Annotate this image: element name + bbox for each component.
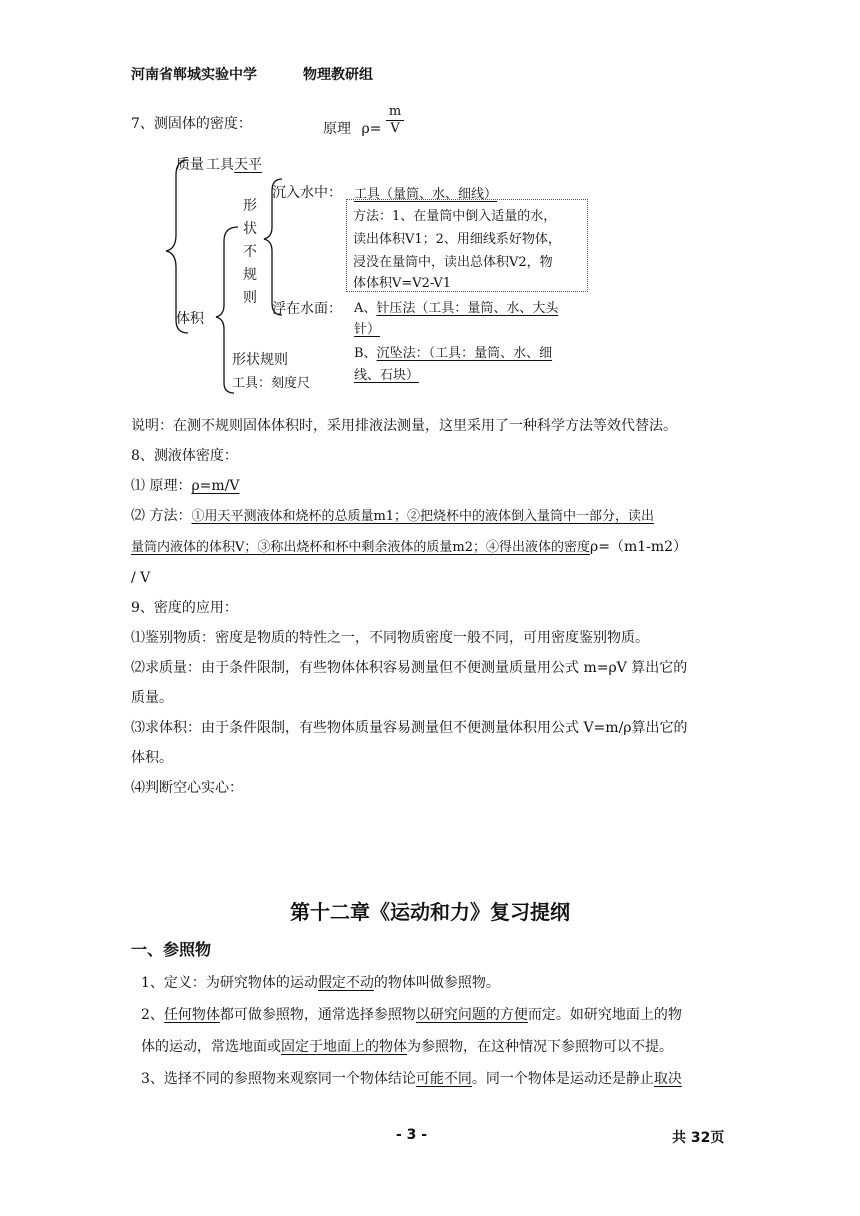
irregular-label	[243, 195, 257, 310]
section-heading: 一、参照物	[131, 940, 212, 959]
section-7-heading: 7、测固体的密度：	[131, 116, 252, 132]
chapter-title: 第十二章《运动和力》复习提纲	[290, 900, 570, 924]
float-method-b	[354, 342, 552, 361]
float-a-prefix: A、	[354, 301, 377, 316]
principle-label: 原理	[323, 121, 351, 137]
page-number: - 3 -	[396, 1127, 428, 1143]
header-school: 河南省郸城实验中学	[131, 67, 257, 83]
sink-label: 沉入水中：	[272, 185, 342, 201]
irregular-char: 形	[243, 198, 257, 214]
regular-tool: 工具：刻度尺	[232, 376, 311, 391]
frac-denominator: V	[390, 120, 400, 136]
section-9-heading: 9、密度的应用：	[131, 600, 238, 616]
s9-item: ⑶求体积：由于条件限制，有些物体质量容易测量但不便测量体积用公式 V=m/ρ算出它的	[131, 720, 688, 736]
mass-tool-label: 工具	[206, 157, 234, 173]
page-total: 共 32页	[672, 1130, 725, 1146]
s9-item: ⑷判断空心实心：	[131, 780, 243, 796]
definition-3: 3、选择不同的参照物来观察同一个物体结论可能不同。同一个物体是运动还是静止取决	[141, 1071, 682, 1087]
mass-label: 质量	[176, 157, 204, 173]
regular-label: 形状规则	[232, 352, 288, 368]
header-group: 物理教研组	[303, 67, 373, 83]
chapter-body	[131, 967, 731, 1095]
definition-1: 1、定义：为研究物体的运动假定不动的物体叫做参照物。	[141, 975, 500, 991]
irregular-char: 状	[243, 221, 257, 237]
mass-tool-name: 天平	[234, 157, 262, 173]
float-label: 浮在水面：	[272, 301, 342, 317]
irregular-char: 不	[243, 244, 257, 260]
definition-2-cont: 体的运动，常选地面或固定于地面上的物体为参照物，在这种情况下参照物可以不提。	[141, 1039, 673, 1055]
s9-item: ⑴鉴别物质：密度是物质的特性之一，不同物质密度一般不同，可用密度鉴别物质。	[131, 630, 649, 646]
method-line: 浸没在量筒中，读出总体积V2，物	[353, 255, 553, 270]
s9-item: ⑵求质量：由于条件限制，有些物体体积容易测量但不便测量质量用公式 m=ρV 算出它的	[131, 660, 688, 676]
mass-tool	[206, 154, 262, 174]
s8-method	[131, 501, 731, 532]
s8-method-line: ①用天平测液体和烧杯的总质量m1；②把烧杯中的液体倒入量筒中一部分，读出	[191, 509, 655, 524]
s8-method-cont	[131, 532, 731, 563]
s8-method-label: ⑵ 方法：	[131, 508, 192, 524]
body-text	[131, 411, 731, 803]
s8-formula: ρ=（m1-m2）	[590, 539, 688, 555]
section-8-heading: 8、测液体密度：	[131, 448, 238, 464]
irregular-char: 规	[243, 267, 257, 283]
s8-principle	[131, 471, 731, 501]
float-b-prefix: B、	[354, 346, 377, 361]
principle-rho: ρ=	[361, 121, 382, 137]
s8-principle-label: ⑴ 原理：	[131, 478, 192, 494]
s8-method-end: / V	[131, 570, 151, 586]
float-b-name: 沉坠法	[376, 346, 416, 361]
s8-method-line: 量筒内液体的体积V；③称出烧杯和杯中剩余液体的质量m2；④得出液体的密度	[131, 540, 590, 555]
definition-2: 2、任何物体都可做参照物，通常选择参照物以研究问题的方便而定。如研究地面上的物	[141, 1007, 682, 1023]
s8-principle-value: ρ=m/V	[191, 478, 240, 494]
principle-formula	[323, 103, 404, 138]
float-a-name: 针压法	[376, 301, 416, 316]
float-method-a	[354, 297, 558, 316]
float-a-tool: （工具：量筒、水、大头	[415, 301, 559, 316]
frac-numerator: m	[386, 104, 404, 121]
float-a-tool-cont: 针）	[354, 322, 381, 337]
method-box	[346, 199, 588, 292]
method-line: 读出体积V1；2、用细线系好物体，	[353, 232, 561, 247]
volume-label: 体积	[176, 311, 204, 327]
s9-item: 质量。	[131, 690, 173, 706]
note-text: 说明：在测不规则固体体积时，采用排液法测量，这里采用了一种科学方法等效代替法。	[131, 418, 677, 434]
float-b-tool: ：（工具：量筒、水、细	[415, 346, 553, 361]
method-line: 方法：1、在量筒中倒入适量的水，	[353, 209, 557, 224]
float-b-tool-cont: 线、石块）	[354, 368, 420, 383]
method-line: 体体积V=V2-V1	[353, 276, 452, 291]
irregular-char: 则	[243, 290, 257, 306]
sink-tool: 工具（量筒、水、细线）	[354, 187, 498, 202]
s9-item: 体积。	[131, 750, 173, 766]
